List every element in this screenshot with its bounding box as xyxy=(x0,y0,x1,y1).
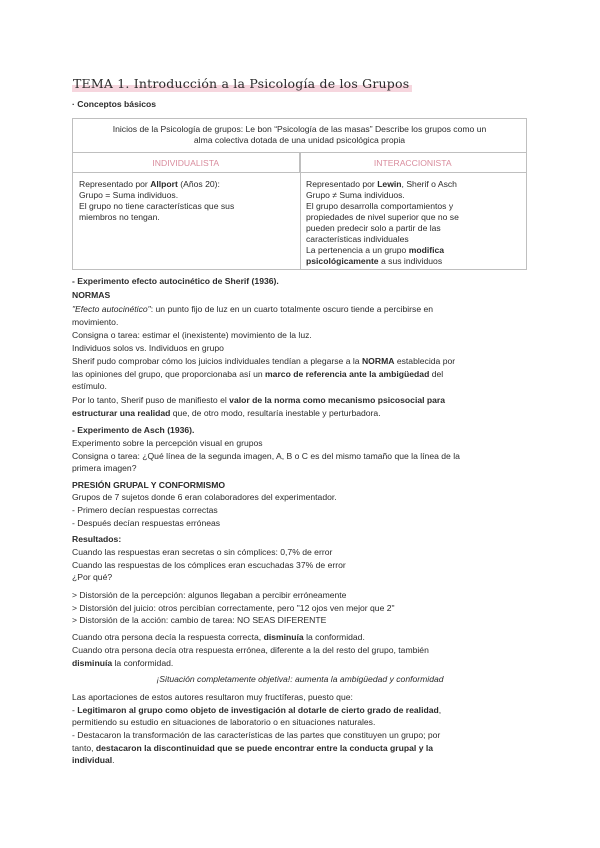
header-interaccionista: INTERACCIONISTA xyxy=(300,153,527,173)
bold-text: modifica xyxy=(408,245,445,255)
text-line: Grupo = Suma individuos. xyxy=(79,190,179,200)
text: . xyxy=(112,755,115,765)
text-line xyxy=(72,369,443,380)
text-line xyxy=(72,408,381,419)
text: establecida por xyxy=(394,356,456,366)
cell-individualista xyxy=(79,179,291,223)
bold-text: valor de la norma como mecanismo psicosocial para xyxy=(229,395,446,405)
text-line: Grupo ≠ Suma individuos. xyxy=(306,190,405,200)
bold-text: disminuía xyxy=(263,632,304,642)
text-line: movimiento. xyxy=(72,317,119,327)
text: tanto, xyxy=(72,743,96,753)
text-line xyxy=(72,658,173,669)
table-intro xyxy=(73,119,526,153)
bold-text: estructurar una realidad xyxy=(72,408,171,418)
text-line: estímulo. xyxy=(72,381,107,391)
situacion-note: ¡Situación completamente objetiva!: aumenta la ambigüedad y conformidad xyxy=(156,674,444,684)
text-line xyxy=(72,356,455,367)
text-line: Las aportaciones de estos autores resultaron muy fructíferas, puesto que: xyxy=(72,692,353,702)
text: a sus individuos xyxy=(378,256,443,266)
text-line: El grupo no tiene características que sus xyxy=(79,201,235,211)
text-line: > Distorsión de la acción: cambio de tarea: NO SEAS DIFERENTE xyxy=(72,615,327,625)
text-line: Consigna o tarea: estimar el (inexistente) movimiento de la luz. xyxy=(72,330,312,340)
text-line: - Después decían respuestas erróneas xyxy=(72,518,221,528)
text-line xyxy=(72,395,445,406)
sherif-heading: - Experimento efecto autocinético de Sherif (1936). xyxy=(72,276,279,286)
bold-text: psicológicamente xyxy=(306,256,379,266)
text: que, de otro modo, resultaría inestable y perturbadora. xyxy=(170,408,381,418)
text-line: propiedades de nivel superior que no se xyxy=(306,212,459,222)
text-line: - Primero decían respuestas correctas xyxy=(72,505,218,515)
text-line: > Distorsión de la percepción: algunos llegaban a percibir erróneamente xyxy=(72,590,347,600)
text-line: miembros no tengan. xyxy=(79,212,160,222)
text: La pertenencia a un grupo xyxy=(306,245,409,255)
text-line xyxy=(72,705,441,716)
text-line xyxy=(72,304,433,315)
header-individualista: INDIVIDUALISTA xyxy=(73,153,300,173)
section-heading-conceptos: · Conceptos básicos xyxy=(72,99,157,109)
bold-text: marco de referencia ante la ambigüedad xyxy=(265,369,430,379)
resultados-heading: Resultados: xyxy=(72,534,122,544)
text-line: Grupos de 7 sujetos donde 6 eran colaboradores del experimentador. xyxy=(72,492,337,502)
text: Representado por xyxy=(306,179,378,189)
text: (Años 20): xyxy=(177,179,220,189)
text-line: El grupo desarrolla comportamientos y xyxy=(306,201,454,211)
text: del xyxy=(429,369,444,379)
text-line: Consigna o tarea: ¿Qué línea de la segunda imagen, A, B o C es del mismo tamaño que la línea de la xyxy=(72,451,460,461)
text: Representado por xyxy=(79,179,151,189)
table-divider xyxy=(300,153,301,269)
bold-text: disminuía xyxy=(72,658,113,668)
text-line: permitiendo su estudio en situaciones de laboratorio o en situaciones naturales. xyxy=(72,717,376,727)
text-line: ¿Por qué? xyxy=(72,572,113,582)
text: Sherif pudo comprobar cómo los juicios individuales tendían a plegarse a la xyxy=(72,356,362,366)
bold-text: NORMA xyxy=(361,356,395,366)
text-line: Cuando otra persona decía otra respuesta errónea, diferente a la del resto del grupo, también xyxy=(72,645,429,655)
text-line xyxy=(72,632,365,643)
text-line xyxy=(72,743,433,754)
text-line: Cuando las respuestas eran secretas o sin cómplices: 0,7% de error xyxy=(72,547,333,557)
text: Cuando otra persona decía la respuesta correcta, xyxy=(72,632,264,642)
text-line xyxy=(72,755,115,766)
text-line: - Destacaron la transformación de las características de las partes que constituyen un grupo; por xyxy=(72,730,441,740)
bold-text: destacaron la discontinuidad que se puede encontrar entre la conducta grupal y la xyxy=(95,743,434,753)
text: las opiniones del grupo, que proporcionaba así un xyxy=(72,369,266,379)
text-line: Individuos solos vs. Individuos en grupo xyxy=(72,343,224,353)
text-line: primera imagen? xyxy=(72,463,137,473)
table-intro-line: Inicios de la Psicología de grupos: Le bon “Psicología de las masas” Describe los grupos como un xyxy=(112,124,487,134)
author-allport: Allport xyxy=(150,179,178,189)
normas-heading: NORMAS xyxy=(72,290,111,300)
italic-text: "Efecto autocinético" xyxy=(72,304,151,314)
table-intro-line: alma colectiva dotada de una unidad psicológica propia xyxy=(193,135,406,145)
text-line: Cuando las respuestas de los cómplices eran escuchadas 37% de error xyxy=(72,560,346,570)
text: - xyxy=(72,705,78,715)
bold-text: Legitimaron al grupo como objeto de investigación al dotarle de cierto grado de realidad xyxy=(77,705,439,715)
text: la conformidad. xyxy=(112,658,174,668)
text-line: características individuales xyxy=(306,234,409,244)
text: , xyxy=(438,705,442,715)
text-line: pueden predecir solo a partir de las xyxy=(306,223,441,233)
bold-text: individual xyxy=(72,755,113,765)
text: Por lo tanto, Sherif puso de manifiesto el xyxy=(72,395,230,405)
author-lewin: Lewin xyxy=(377,179,402,189)
cell-interaccionista xyxy=(306,179,521,267)
text: , Sherif o Asch xyxy=(401,179,457,189)
comparison-table xyxy=(72,118,527,270)
page-title: TEMA 1. Introducción a la Psicología de los Grupos xyxy=(72,76,412,92)
text-line: > Distorsión del juicio: otros percibían correctamente, pero "12 ojos ven mejor que 2" xyxy=(72,603,395,613)
text: : un punto fijo de luz en un cuarto totalmente oscuro tiende a percibirse en xyxy=(150,304,434,314)
asch-heading: - Experimento de Asch (1936). xyxy=(72,425,195,435)
presion-heading: PRESIÓN GRUPAL Y CONFORMISMO xyxy=(72,480,226,490)
text-line: Experimento sobre la percepción visual en grupos xyxy=(72,438,263,448)
text: la conformidad. xyxy=(303,632,365,642)
